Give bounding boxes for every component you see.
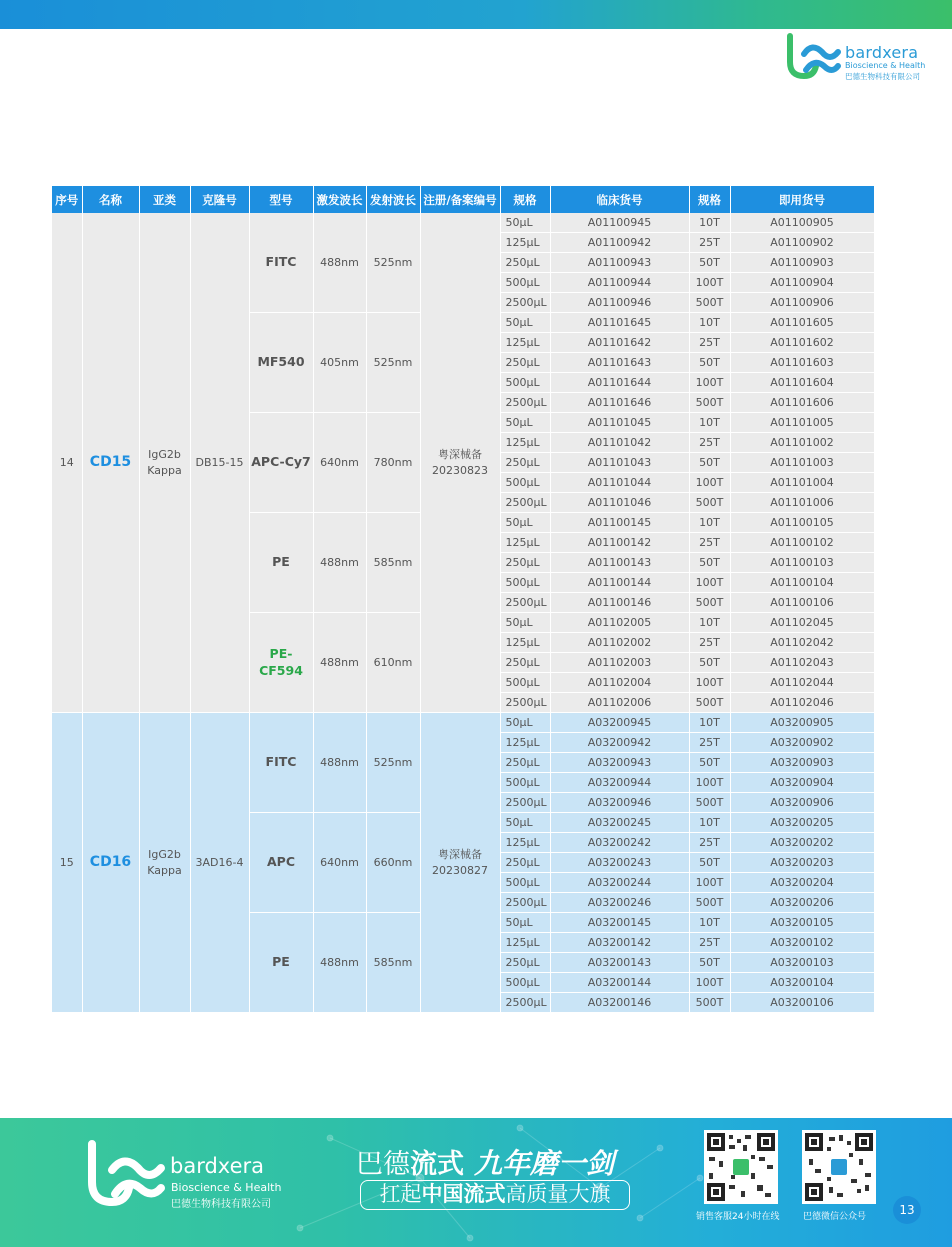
cell-volume: 2500μL [500, 393, 550, 413]
footer-banner [0, 1118, 952, 1247]
cell-tests: 500T [689, 593, 730, 613]
cell-clinical-code: A01102004 [550, 673, 689, 693]
cell-ready-code: A01100105 [730, 513, 874, 533]
cell-ready-code: A03200902 [730, 733, 874, 753]
cell-clinical-code: A01102005 [550, 613, 689, 633]
format-label: APC [266, 854, 295, 869]
cell-tests: 100T [689, 273, 730, 293]
cell-volume: 125μL [500, 533, 550, 553]
format-label: PE [272, 554, 290, 569]
brand-subtitle: Bioscience & Health [845, 61, 926, 70]
slogan-line [356, 1142, 614, 1182]
column-header: 序号 [52, 186, 82, 213]
cell-volume: 125μL [500, 933, 550, 953]
cell-volume: 50μL [500, 313, 550, 333]
cell-volume: 500μL [500, 673, 550, 693]
cell-emission: 660nm [366, 813, 420, 913]
column-header: 注册/备案编号 [420, 186, 500, 213]
cell-tests: 25T [689, 233, 730, 253]
cell-ready-code: A01101006 [730, 493, 874, 513]
cell-volume: 2500μL [500, 693, 550, 713]
cell-excitation: 488nm [313, 713, 366, 813]
cell-clone: 3AD16-4 [190, 713, 249, 1013]
cell-clinical-code: A01101644 [550, 373, 689, 393]
cell-registration: 粤深械备 20230827 [420, 713, 500, 1013]
cell-volume: 2500μL [500, 793, 550, 813]
sales-qr-code[interactable] [704, 1130, 778, 1204]
cell-tests: 100T [689, 973, 730, 993]
cell-emission: 525nm [366, 213, 420, 313]
product-table [52, 186, 875, 1013]
cell-clone: DB15-15 [190, 213, 249, 713]
cell-clinical-code: A01102003 [550, 653, 689, 673]
cell-ready-code: A01101004 [730, 473, 874, 493]
cell-volume: 50μL [500, 413, 550, 433]
format-label: PE [272, 954, 290, 969]
cell-antigen-name [82, 713, 139, 1013]
cell-serial-no: 14 [52, 213, 82, 713]
cell-tests: 10T [689, 613, 730, 633]
cell-clinical-code: A01100145 [550, 513, 689, 533]
cell-volume: 250μL [500, 453, 550, 473]
cell-antigen-name [82, 213, 139, 713]
cell-clinical-code: A03200245 [550, 813, 689, 833]
cell-tests: 500T [689, 893, 730, 913]
footer-brand-subtitle: Bioscience & Health [171, 1181, 282, 1194]
format-label: APC-Cy7 [251, 454, 311, 469]
cell-tests: 25T [689, 733, 730, 753]
cell-excitation: 488nm [313, 513, 366, 613]
cell-tests: 10T [689, 513, 730, 533]
cell-format [249, 213, 313, 313]
cell-ready-code: A01102046 [730, 693, 874, 713]
slogan-prefix: 巴德 [356, 1149, 410, 1180]
footer-logo [84, 1140, 304, 1230]
antigen-name: CD15 [89, 454, 132, 470]
wechat-qr-label: 巴德微信公众号 [803, 1212, 867, 1222]
slogan-handwritten: 九年磨一剑 [474, 1147, 615, 1180]
cell-clinical-code: A01100144 [550, 573, 689, 593]
qr-code-icon [805, 1133, 873, 1201]
cell-volume: 2500μL [500, 593, 550, 613]
cell-ready-code: A03200205 [730, 813, 874, 833]
cell-clinical-code: A03200142 [550, 933, 689, 953]
cell-ready-code: A03200206 [730, 893, 874, 913]
brand-name: bardxera [845, 43, 919, 62]
cell-volume: 500μL [500, 773, 550, 793]
cell-volume: 250μL [500, 653, 550, 673]
cell-tests: 25T [689, 833, 730, 853]
cell-clinical-code: A01100942 [550, 233, 689, 253]
cell-clinical-code: A03200243 [550, 853, 689, 873]
cell-volume: 2500μL [500, 993, 550, 1013]
cell-volume: 125μL [500, 333, 550, 353]
cell-volume: 50μL [500, 713, 550, 733]
cell-tests: 25T [689, 433, 730, 453]
cell-emission: 610nm [366, 613, 420, 713]
footer-brand-name: bardxera [170, 1154, 264, 1178]
column-header: 激发波长 [313, 186, 366, 213]
column-header: 亚类 [139, 186, 190, 213]
table-body [52, 213, 874, 1013]
cell-tests: 10T [689, 713, 730, 733]
format-label: PE-CF594 [259, 645, 303, 678]
cell-volume: 250μL [500, 253, 550, 273]
cell-volume: 250μL [500, 553, 550, 573]
cell-tests: 10T [689, 913, 730, 933]
cell-tests: 500T [689, 493, 730, 513]
cell-clinical-code: A03200144 [550, 973, 689, 993]
cell-emission: 525nm [366, 313, 420, 413]
column-header: 名称 [82, 186, 139, 213]
cell-clinical-code: A01100943 [550, 253, 689, 273]
table-row [52, 713, 874, 733]
cell-ready-code: A03200106 [730, 993, 874, 1013]
cell-format [249, 713, 313, 813]
cell-ready-code: A01100904 [730, 273, 874, 293]
cell-volume: 50μL [500, 813, 550, 833]
cell-ready-code: A01102042 [730, 633, 874, 653]
qr-code-icon [707, 1133, 775, 1201]
cell-clinical-code: A01101043 [550, 453, 689, 473]
cell-format [249, 513, 313, 613]
cell-ready-code: A01100106 [730, 593, 874, 613]
cell-tests: 500T [689, 393, 730, 413]
cell-clinical-code: A01100146 [550, 593, 689, 613]
cell-clinical-code: A03200246 [550, 893, 689, 913]
cell-clinical-code: A01101042 [550, 433, 689, 453]
cell-ready-code: A01102043 [730, 653, 874, 673]
bardxera-logo-icon [784, 32, 842, 82]
cell-tests: 100T [689, 873, 730, 893]
column-header: 即用货号 [730, 186, 874, 213]
cell-ready-code: A03200204 [730, 873, 874, 893]
cell-ready-code: A03200104 [730, 973, 874, 993]
cell-tests: 100T [689, 473, 730, 493]
cell-clinical-code: A03200242 [550, 833, 689, 853]
cell-format [249, 613, 313, 713]
cell-excitation: 640nm [313, 813, 366, 913]
brand-logo [784, 32, 934, 84]
cell-tests: 10T [689, 813, 730, 833]
cell-tests: 50T [689, 853, 730, 873]
cell-clinical-code: A01101642 [550, 333, 689, 353]
cell-ready-code: A01101003 [730, 453, 874, 473]
cell-tests: 25T [689, 333, 730, 353]
cell-clinical-code: A01101045 [550, 413, 689, 433]
cell-clinical-code: A03200942 [550, 733, 689, 753]
cell-clinical-code: A03200143 [550, 953, 689, 973]
cell-excitation: 405nm [313, 313, 366, 413]
cell-volume: 500μL [500, 473, 550, 493]
cell-volume: 50μL [500, 613, 550, 633]
cell-emission: 780nm [366, 413, 420, 513]
cell-ready-code: A03200102 [730, 933, 874, 953]
cell-clinical-code: A01100143 [550, 553, 689, 573]
cell-volume: 2500μL [500, 493, 550, 513]
cell-volume: 125μL [500, 433, 550, 453]
footer-brand-chinese-name: 巴德生物科技有限公司 [171, 1199, 271, 1210]
cell-volume: 500μL [500, 273, 550, 293]
format-label: FITC [265, 254, 297, 269]
cell-tests: 50T [689, 353, 730, 373]
slogan-bold: 流式 [410, 1149, 464, 1180]
cell-tests: 50T [689, 953, 730, 973]
cell-clinical-code: A01101046 [550, 493, 689, 513]
cell-volume: 250μL [500, 953, 550, 973]
cell-serial-no: 15 [52, 713, 82, 1013]
bardxera-logo-icon [84, 1140, 166, 1210]
cell-tests: 500T [689, 793, 730, 813]
cell-subclass: IgG2b Kappa [139, 713, 190, 1013]
cell-ready-code: A03200105 [730, 913, 874, 933]
cell-tests: 50T [689, 453, 730, 473]
cell-registration: 粤深械备 20230823 [420, 213, 500, 713]
cell-tests: 25T [689, 633, 730, 653]
cell-ready-code: A01101604 [730, 373, 874, 393]
cell-ready-code: A01101605 [730, 313, 874, 333]
column-header: 临床货号 [550, 186, 689, 213]
cell-format [249, 813, 313, 913]
cell-excitation: 488nm [313, 613, 366, 713]
cell-ready-code: A03200203 [730, 853, 874, 873]
format-label: FITC [265, 754, 297, 769]
wechat-qr-code[interactable] [802, 1130, 876, 1204]
column-header: 规格 [500, 186, 550, 213]
cell-ready-code: A01101002 [730, 433, 874, 453]
cell-clinical-code: A01101645 [550, 313, 689, 333]
cell-ready-code: A01102044 [730, 673, 874, 693]
cell-tests: 100T [689, 573, 730, 593]
cell-clinical-code: A01101646 [550, 393, 689, 413]
cell-tests: 100T [689, 773, 730, 793]
cell-clinical-code: A03200244 [550, 873, 689, 893]
cell-tests: 25T [689, 933, 730, 953]
cell-ready-code: A01101005 [730, 413, 874, 433]
cell-clinical-code: A01101044 [550, 473, 689, 493]
cell-ready-code: A01100902 [730, 233, 874, 253]
cell-volume: 50μL [500, 213, 550, 233]
cell-clinical-code: A01100946 [550, 293, 689, 313]
cell-volume: 50μL [500, 913, 550, 933]
column-header: 发射波长 [366, 186, 420, 213]
cell-clinical-code: A01101643 [550, 353, 689, 373]
cell-ready-code: A03200906 [730, 793, 874, 813]
cell-ready-code: A01100103 [730, 553, 874, 573]
cell-volume: 50μL [500, 513, 550, 533]
top-banner [0, 0, 952, 29]
cell-volume: 2500μL [500, 893, 550, 913]
cell-ready-code: A03200103 [730, 953, 874, 973]
cell-emission: 585nm [366, 513, 420, 613]
cell-clinical-code: A03200145 [550, 913, 689, 933]
table-row [52, 213, 874, 233]
cell-volume: 125μL [500, 233, 550, 253]
cell-volume: 2500μL [500, 293, 550, 313]
cell-ready-code: A01101602 [730, 333, 874, 353]
cell-tests: 50T [689, 553, 730, 573]
cell-clinical-code: A01100944 [550, 273, 689, 293]
cell-ready-code: A01100102 [730, 533, 874, 553]
cell-volume: 250μL [500, 853, 550, 873]
cell-clinical-code: A03200945 [550, 713, 689, 733]
cell-ready-code: A01100903 [730, 253, 874, 273]
cell-format [249, 313, 313, 413]
cell-clinical-code: A03200944 [550, 773, 689, 793]
slogan-banner [360, 1180, 630, 1210]
column-header: 型号 [249, 186, 313, 213]
cell-tests: 50T [689, 753, 730, 773]
cell-volume: 250μL [500, 753, 550, 773]
cell-tests: 100T [689, 373, 730, 393]
cell-tests: 10T [689, 313, 730, 333]
cell-excitation: 488nm [313, 213, 366, 313]
cell-ready-code: A03200904 [730, 773, 874, 793]
banner-bold: 中国流式 [421, 1182, 506, 1206]
cell-clinical-code: A01102006 [550, 693, 689, 713]
cell-emission: 525nm [366, 713, 420, 813]
banner-pre: 扛起 [379, 1182, 422, 1206]
cell-ready-code: A01100104 [730, 573, 874, 593]
cell-tests: 50T [689, 253, 730, 273]
cell-volume: 500μL [500, 873, 550, 893]
cell-ready-code: A01102045 [730, 613, 874, 633]
cell-tests: 50T [689, 653, 730, 673]
cell-subclass: IgG2b Kappa [139, 213, 190, 713]
cell-volume: 125μL [500, 833, 550, 853]
cell-volume: 500μL [500, 973, 550, 993]
cell-clinical-code: A03200943 [550, 753, 689, 773]
column-header: 规格 [689, 186, 730, 213]
antigen-name: CD16 [89, 854, 132, 870]
cell-ready-code: A01101606 [730, 393, 874, 413]
cell-clinical-code: A01102002 [550, 633, 689, 653]
cell-volume: 500μL [500, 373, 550, 393]
column-header: 克隆号 [190, 186, 249, 213]
cell-ready-code: A03200903 [730, 753, 874, 773]
cell-ready-code: A03200905 [730, 713, 874, 733]
cell-tests: 100T [689, 673, 730, 693]
cell-volume: 125μL [500, 633, 550, 653]
cell-volume: 250μL [500, 353, 550, 373]
cell-volume: 500μL [500, 573, 550, 593]
sales-qr-label: 销售客服24小时在线 [696, 1212, 780, 1222]
cell-clinical-code: A03200946 [550, 793, 689, 813]
brand-chinese-name: 巴德生物科技有限公司 [845, 72, 920, 81]
cell-volume: 125μL [500, 733, 550, 753]
cell-format [249, 413, 313, 513]
cell-emission: 585nm [366, 913, 420, 1013]
cell-ready-code: A01101603 [730, 353, 874, 373]
cell-tests: 10T [689, 213, 730, 233]
cell-clinical-code: A01100142 [550, 533, 689, 553]
cell-clinical-code: A01100945 [550, 213, 689, 233]
cell-tests: 10T [689, 413, 730, 433]
format-label: MF540 [257, 354, 305, 369]
cell-ready-code: A01100906 [730, 293, 874, 313]
cell-tests: 25T [689, 533, 730, 553]
cell-format [249, 913, 313, 1013]
banner-post: 高质量大旗 [505, 1182, 611, 1206]
cell-excitation: 640nm [313, 413, 366, 513]
cell-ready-code: A01100905 [730, 213, 874, 233]
page-number: 13 [893, 1196, 921, 1224]
cell-tests: 500T [689, 993, 730, 1013]
cell-tests: 500T [689, 293, 730, 313]
table-header-row [52, 186, 874, 213]
cell-clinical-code: A03200146 [550, 993, 689, 1013]
cell-ready-code: A03200202 [730, 833, 874, 853]
cell-tests: 500T [689, 693, 730, 713]
cell-excitation: 488nm [313, 913, 366, 1013]
